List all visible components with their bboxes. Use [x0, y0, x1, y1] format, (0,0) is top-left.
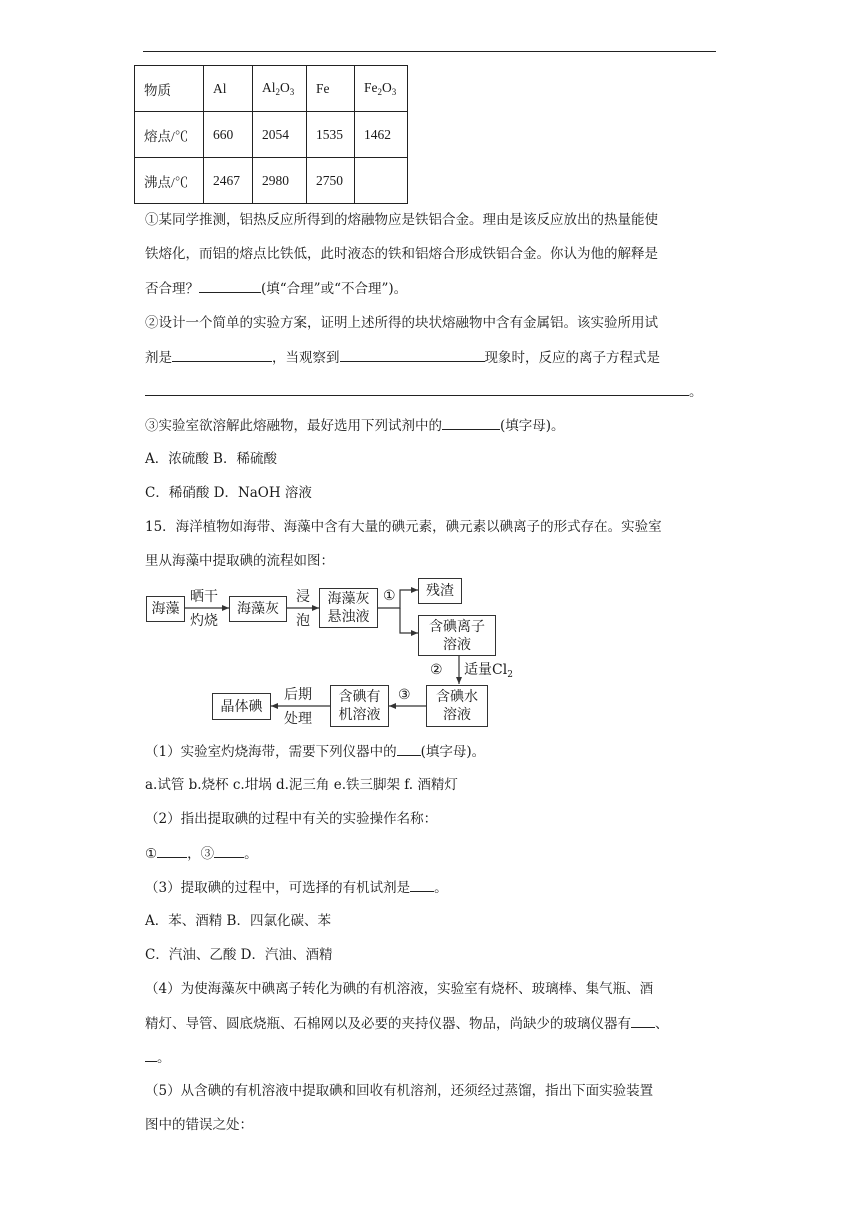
arrow [400, 608, 418, 633]
flow-label: 浸 [296, 589, 310, 605]
text: 适量Cl [464, 662, 508, 678]
question-line [145, 1013, 669, 1034]
flow-box-iodine-water [426, 685, 488, 727]
text: 。 [434, 880, 448, 896]
table-header-cell: Al [204, 66, 253, 112]
flow-label: 灼烧 [190, 613, 218, 629]
flow-label: 晒干 [190, 589, 218, 605]
answer-blank[interactable] [157, 843, 187, 858]
answer-blank[interactable] [631, 1013, 655, 1028]
flow-box-residue: 残渣 [418, 578, 462, 604]
question-line: 里从海藻中提取碘的流程如图： [145, 553, 334, 569]
flow-box-organic-solution [330, 685, 389, 727]
text: 2 [507, 670, 513, 680]
flow-label: 后期 [284, 687, 312, 703]
table-header-cell: $Fe_2O_3$ [355, 66, 408, 112]
table-cell: 2980 [253, 158, 307, 204]
text: ，③ [187, 846, 215, 862]
table-cell: 1462 [355, 112, 408, 158]
text: 剂是 [145, 350, 172, 366]
text: 。 [157, 1050, 171, 1066]
table-header-cell: $Al_2O_3$ [253, 66, 307, 112]
text: （3）提取碘的过程中，可选择的有机试剂是 [145, 880, 411, 896]
flow-box-iodide-solution [418, 615, 496, 656]
question-line: ①某同学推测，铝热反应所得到的熔融物应是铁铝合金。理由是该反应放出的热量能使 [145, 212, 658, 228]
question-line [145, 843, 258, 864]
question-line [145, 1047, 171, 1068]
table-header-cell: Fe [307, 66, 355, 112]
flow-box-seaweed: 海藻 [146, 596, 185, 622]
text: 否合理？ [145, 281, 199, 297]
flow-label: 泡 [296, 613, 310, 629]
table-header-cell: 物质 [135, 66, 204, 112]
question-line [145, 877, 448, 898]
text: ① [145, 846, 158, 862]
table-cell: 熔点/℃ [135, 112, 204, 158]
text: (填“合理”或“不合理”)。 [261, 281, 408, 297]
option-line: C．稀硝酸 D．NaOH 溶液 [145, 485, 312, 501]
text: (填字母)。 [500, 418, 565, 434]
question-line: 图中的错误之处： [145, 1117, 253, 1133]
answer-blank[interactable] [410, 877, 434, 892]
option-line: A．浓硫酸 B．稀硫酸 [145, 451, 277, 467]
question-line: （2）指出提取碘的过程中有关的实验操作名称： [145, 811, 438, 827]
flow-box-ash: 海藻灰 [229, 596, 287, 622]
text: (填字母)。 [420, 744, 486, 760]
table-cell: 沸点/℃ [135, 158, 204, 204]
text: 海藻灰 [327, 591, 370, 607]
option-line: A．苯、酒精 B．四氯化碳、苯 [145, 913, 331, 929]
text: 溶液 [443, 636, 471, 653]
flow-step-label: ③ [398, 687, 411, 703]
table-cell: 2750 [307, 158, 355, 204]
text: ③实验室欲溶解此熔融物，最好选用下列试剂中的 [145, 418, 442, 434]
text: 溶液 [443, 707, 471, 723]
flow-box-suspension [319, 588, 378, 628]
option-line: a.试管 b.烧杯 c.坩埚 d.泥三角 e.铁三脚架 f. 酒精灯 [145, 777, 458, 793]
text: （1）实验室灼烧海带，需要下列仪器中的 [145, 744, 397, 760]
table-cell: 2467 [204, 158, 253, 204]
table-cell: 2054 [253, 112, 307, 158]
flow-step-label: ② [430, 662, 443, 678]
text: 含碘有 [338, 689, 381, 705]
question-line: （4）为使海藻灰中碘离子转化为碘的有机溶液，实验室有烧杯、玻璃棒、集气瓶、酒 [145, 981, 654, 997]
text: 现象时，反应的离子方程式是 [484, 350, 660, 366]
text: 机溶液 [338, 707, 381, 723]
text: ，当观察到 [272, 350, 340, 366]
option-line: C．汽油、乙酸 D．汽油、酒精 [145, 947, 333, 963]
text: 。 [689, 384, 703, 400]
question-line: 铁熔化，而铝的熔点比铁低，此时液态的铁和铝熔合形成铁铝合金。你认为他的解释是 [145, 246, 658, 262]
text: 悬浊液 [327, 609, 370, 625]
flow-label [464, 661, 513, 684]
text: 、 [655, 1016, 669, 1032]
question-line [145, 741, 485, 762]
text: 精灯、导管、圆底烧瓶、石棉网以及必要的夹持仪器、物品，尚缺少的玻璃仪器有 [145, 1016, 631, 1032]
table-cell: 1535 [307, 112, 355, 158]
answer-blank[interactable] [397, 741, 421, 756]
question-line: ②设计一个简单的实验方案，证明上述所得的块状熔融物中含有金属铝。该实验所用试 [145, 315, 658, 331]
text: 含碘水 [436, 689, 478, 705]
text: 。 [244, 846, 258, 862]
flow-step-label: ① [383, 588, 396, 604]
flow-box-iodine-crystal: 晶体碘 [212, 693, 271, 720]
answer-blank[interactable] [145, 1047, 157, 1062]
text: 含碘离子 [429, 618, 485, 635]
answer-blank[interactable] [214, 843, 244, 858]
question-line: 15．海洋植物如海带、海藻中含有大量的碘元素，碘元素以碘离子的形式存在。实验室 [145, 519, 662, 535]
table-cell: 660 [204, 112, 253, 158]
question-line: （5）从含碘的有机溶液中提取碘和回收有机溶剂，还须经过蒸馏，指出下面实验装置 [145, 1083, 654, 1099]
flow-label: 处理 [284, 711, 312, 727]
